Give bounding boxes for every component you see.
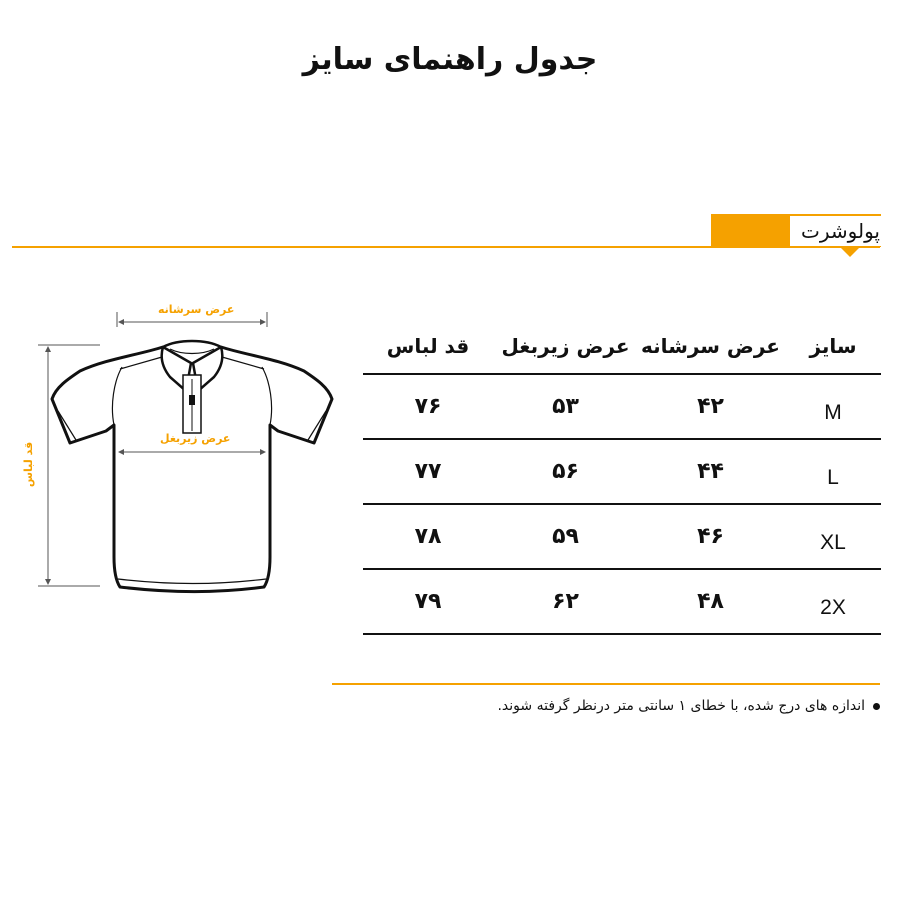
polo-diagram — [10, 295, 350, 615]
table-row — [363, 440, 881, 505]
header-size: سایز — [809, 333, 857, 358]
header-shoulder: عرض سرشانه — [641, 333, 780, 358]
row-shoulder: ۴۴ — [697, 459, 724, 484]
row-size: L — [827, 465, 839, 489]
row-chest: ۵۶ — [552, 459, 579, 484]
note-text: اندازه های درج شده، با خطای ۱ سانتی متر درنظر گرفته شوند. — [497, 698, 865, 714]
table-row — [363, 505, 881, 570]
note-divider — [332, 683, 880, 685]
row-length: ۷۸ — [414, 524, 442, 549]
section-tab-notch — [840, 247, 860, 257]
section-label: پولوشرت — [790, 216, 882, 246]
row-length: ۷۹ — [414, 589, 442, 614]
size-table — [363, 318, 881, 635]
row-shoulder: ۴۲ — [697, 394, 724, 419]
row-length: ۷۶ — [414, 394, 442, 419]
page-title: جدول راهنمای سایز — [302, 42, 598, 77]
bullet-icon — [873, 703, 880, 710]
row-size: 2X — [820, 595, 846, 619]
chest-width-label: عرض زیربغل — [160, 432, 231, 445]
row-size: XL — [820, 530, 846, 554]
row-shoulder: ۴۸ — [697, 589, 724, 614]
table-header-row — [363, 318, 881, 375]
header-chest: عرض زیربغل — [501, 333, 630, 358]
length-label: قد لباس — [22, 441, 36, 488]
tolerance-note — [497, 698, 880, 714]
shoulder-width-label: عرض سرشانه — [158, 303, 235, 316]
table-row — [363, 375, 881, 440]
row-chest: ۶۲ — [552, 589, 579, 614]
table-row — [363, 570, 881, 635]
polo-shirt-icon — [10, 295, 350, 615]
row-size: M — [824, 400, 842, 424]
row-shoulder: ۴۶ — [697, 524, 724, 549]
row-chest: ۵۳ — [552, 394, 579, 419]
header-length: قد لباس — [386, 333, 470, 358]
row-length: ۷۷ — [414, 459, 442, 484]
row-chest: ۵۹ — [552, 524, 579, 549]
